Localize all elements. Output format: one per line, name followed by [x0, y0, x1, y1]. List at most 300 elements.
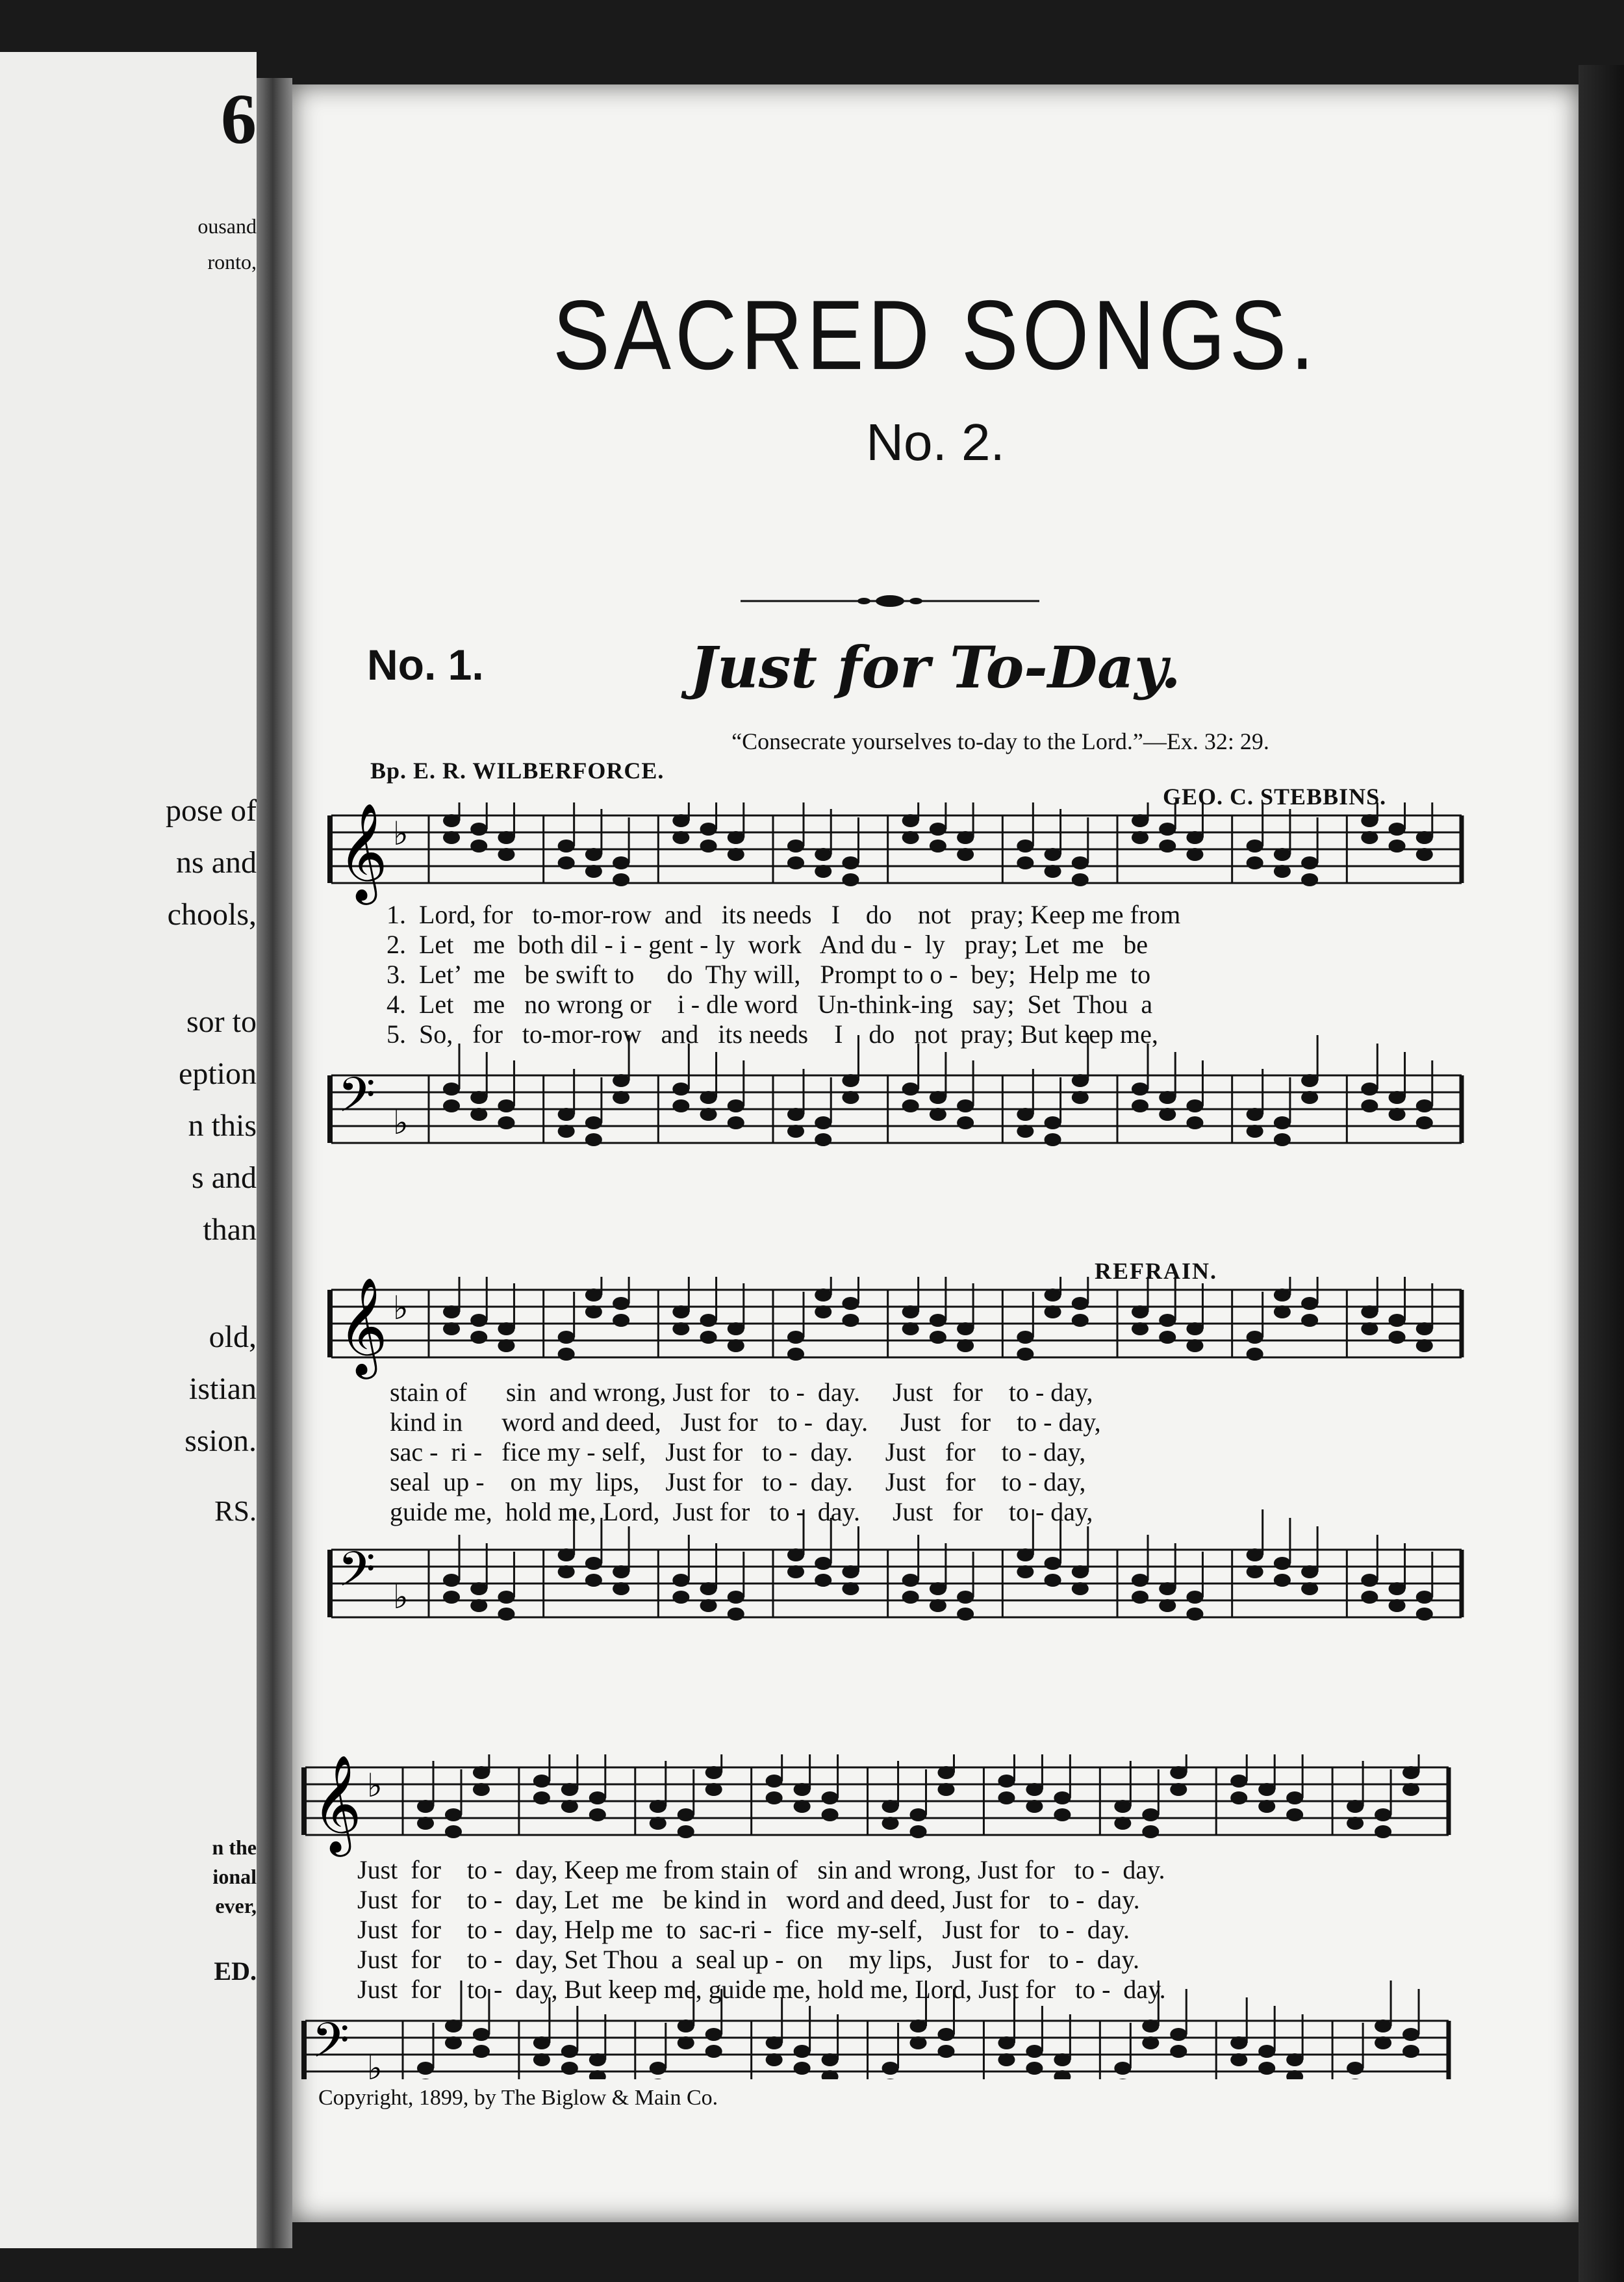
treble-clef-icon: 𝄞: [312, 1754, 362, 1853]
note-head: [1274, 865, 1291, 878]
facing-page-text: pose of: [166, 793, 257, 828]
note-head: [1159, 1091, 1176, 1104]
note-head: [561, 1783, 578, 1796]
facing-page-text: 6: [221, 79, 257, 159]
note-head: [1170, 2045, 1187, 2058]
note-head: [470, 1091, 487, 1104]
note-head: [1186, 1339, 1203, 1352]
note-head: [1159, 840, 1176, 853]
note-head: [1402, 2028, 1419, 2041]
facing-page-text: ever,: [215, 1894, 257, 1917]
note-head: [930, 1599, 946, 1612]
lyric-line: 4. Let me no wrong or i - dle word Un-think-ing say; Set Thou a: [387, 990, 1153, 1019]
note-head: [1045, 1557, 1061, 1570]
note-head: [700, 840, 717, 853]
note-head: [1402, 1783, 1419, 1796]
note-head: [1017, 1125, 1034, 1138]
scripture-epigraph: “Consecrate yourselves to-day to the Lord.”—Ex. 32: 29.: [731, 728, 1269, 754]
note-head: [470, 1599, 487, 1612]
note-head: [728, 848, 744, 861]
note-head: [700, 1314, 717, 1327]
note-head: [1159, 1582, 1176, 1595]
lyric-line: 3. Let’ me be swift to do Thy will, Prompt to o - bey; Help me to: [387, 960, 1151, 989]
note-head: [558, 856, 575, 869]
note-head: [650, 2062, 666, 2075]
note-head: [902, 814, 919, 827]
note-head: [766, 1791, 783, 1804]
note-head: [1045, 1116, 1061, 1129]
facing-page-text: ional: [212, 1865, 257, 1888]
note-head: [1274, 1557, 1291, 1570]
note-head: [1159, 1331, 1176, 1344]
note-head: [1361, 831, 1378, 844]
note-head: [998, 1791, 1015, 1804]
note-head: [705, 1783, 722, 1796]
note-head: [910, 1808, 927, 1821]
note-head: [1045, 1574, 1061, 1587]
note-head: [842, 1565, 859, 1578]
note-head: [1286, 2053, 1303, 2066]
note-head: [445, 2019, 462, 2032]
note-head: [1054, 1791, 1071, 1804]
note-head: [815, 1116, 831, 1129]
note-head: [842, 856, 859, 869]
facing-page: [0, 52, 257, 2248]
note-head: [787, 1108, 804, 1121]
note-head: [1247, 840, 1263, 853]
note-head: [1026, 1783, 1043, 1796]
note-head: [417, 1800, 434, 1813]
note-head: [498, 1339, 514, 1352]
lyric-line: Just for to - day, Let me be kind in word and deed, Just for to - day.: [357, 1885, 1140, 1914]
note-head: [1389, 1331, 1406, 1344]
note-head: [787, 1548, 804, 1561]
note-head: [1258, 1783, 1275, 1796]
note-head: [1247, 1565, 1263, 1578]
note-head: [1132, 1591, 1148, 1604]
note-head: [815, 1133, 831, 1146]
note-head: [1361, 1305, 1378, 1318]
facing-page-text: ns and: [176, 845, 257, 880]
note-head: [1301, 1314, 1318, 1327]
note-head: [1361, 1083, 1378, 1096]
note-head: [1017, 1548, 1034, 1561]
facing-page-text: ssion.: [184, 1424, 257, 1458]
note-head: [1170, 1783, 1187, 1796]
note-head: [1017, 1348, 1034, 1361]
note-head: [815, 1557, 831, 1570]
note-head: [1142, 1825, 1159, 1838]
note-head: [1186, 1116, 1203, 1129]
note-head: [957, 1116, 974, 1129]
note-head: [1072, 1582, 1089, 1595]
note-head: [1301, 1091, 1318, 1104]
note-head: [1389, 1599, 1406, 1612]
note-head: [672, 1574, 689, 1587]
note-head: [417, 1817, 434, 1830]
note-head: [613, 873, 629, 886]
note-head: [1026, 2062, 1043, 2075]
note-head: [1072, 1074, 1089, 1087]
note-head: [443, 1305, 460, 1318]
treble-clef-icon: 𝄞: [338, 1277, 388, 1375]
facing-page-text: chools,: [167, 897, 257, 932]
lyricist-credit: Bp. E. R. WILBERFORCE.: [370, 758, 665, 784]
lyric-line: 1. Lord, for to-mor-row and its needs I do not pray; Keep me from: [387, 900, 1181, 929]
note-head: [498, 1116, 514, 1129]
treble-staff: [330, 1277, 1462, 1379]
note-head: [589, 1791, 606, 1804]
facing-page-text: n the: [212, 1836, 257, 1859]
note-head: [998, 1775, 1015, 1788]
note-head: [558, 1548, 575, 1561]
note-head: [957, 831, 974, 844]
note-head: [1230, 2053, 1247, 2066]
note-head: [533, 1791, 550, 1804]
facing-page-text: RS.: [214, 1495, 257, 1527]
note-head: [998, 2036, 1015, 2049]
note-head: [815, 1305, 831, 1318]
note-head: [533, 1775, 550, 1788]
note-head: [1186, 848, 1203, 861]
note-head: [957, 1339, 974, 1352]
note-head: [1114, 1817, 1131, 1830]
note-head: [1045, 865, 1061, 878]
note-head: [937, 1783, 954, 1796]
note-head: [930, 1314, 946, 1327]
note-head: [1416, 1608, 1433, 1621]
note-head: [443, 1591, 460, 1604]
note-head: [957, 1099, 974, 1112]
note-head: [1132, 814, 1148, 827]
note-head: [815, 865, 831, 878]
flat-sign-icon: ♭: [367, 2049, 383, 2079]
note-head: [473, 1766, 490, 1779]
note-head: [1416, 1322, 1433, 1335]
note-head: [613, 1074, 629, 1087]
note-head: [930, 1331, 946, 1344]
flat-sign-icon: ♭: [393, 1578, 409, 1616]
treble-staff: [304, 1754, 1449, 1857]
lyric-line: Just for to - day, But keep me, guide me, hold me, Lord, Just for to - day.: [357, 1975, 1166, 2004]
copyright-notice: Copyright, 1899, by The Biglow & Main Co.: [318, 2086, 718, 2110]
note-head: [678, 1808, 694, 1821]
note-head: [957, 1591, 974, 1604]
note-head: [561, 2045, 578, 2058]
note-head: [842, 1582, 859, 1595]
note-head: [558, 1108, 575, 1121]
note-head: [672, 1305, 689, 1318]
note-head: [1159, 1108, 1176, 1121]
note-head: [1389, 1091, 1406, 1104]
note-head: [498, 831, 514, 844]
note-head: [1017, 1331, 1034, 1344]
note-head: [902, 1099, 919, 1112]
note-head: [794, 1800, 811, 1813]
note-head: [470, 823, 487, 836]
note-head: [585, 848, 602, 861]
note-head: [672, 1099, 689, 1112]
note-head: [1159, 1599, 1176, 1612]
lyric-line: guide me, hold me, Lord, Just for to - day. Just for to - day,: [390, 1497, 1093, 1526]
note-head: [1274, 1305, 1291, 1318]
note-head: [1258, 1800, 1275, 1813]
note-head: [1347, 1817, 1364, 1830]
note-head: [417, 2062, 434, 2075]
note-head: [470, 1108, 487, 1121]
note-head: [1375, 1825, 1391, 1838]
note-head: [585, 1305, 602, 1318]
note-head: [700, 1091, 717, 1104]
note-head: [957, 1608, 974, 1621]
bass-clef-icon: 𝄢: [338, 1067, 375, 1135]
note-head: [1301, 856, 1318, 869]
note-head: [842, 1091, 859, 1104]
note-head: [937, 1766, 954, 1779]
note-head: [700, 1599, 717, 1612]
note-head: [787, 1565, 804, 1578]
hymn-number: No. 1.: [367, 641, 484, 689]
note-head: [1072, 1091, 1089, 1104]
note-head: [585, 1574, 602, 1587]
note-head: [585, 1133, 602, 1146]
flat-sign-icon: ♭: [367, 1767, 383, 1804]
note-head: [728, 1099, 744, 1112]
note-head: [1170, 2028, 1187, 2041]
note-head: [902, 1322, 919, 1335]
note-head: [1159, 823, 1176, 836]
note-head: [787, 840, 804, 853]
note-head: [1416, 831, 1433, 844]
note-head: [561, 2062, 578, 2075]
note-head: [470, 1314, 487, 1327]
note-head: [1072, 856, 1089, 869]
flat-sign-icon: ♭: [393, 1289, 409, 1327]
note-head: [882, 2062, 899, 2075]
note-head: [1017, 1565, 1034, 1578]
note-head: [1026, 1800, 1043, 1813]
flat-sign-icon: ♭: [393, 815, 409, 853]
note-head: [1247, 1348, 1263, 1361]
note-head: [613, 856, 629, 869]
note-head: [700, 1108, 717, 1121]
note-head: [589, 1808, 606, 1821]
note-head: [1361, 1591, 1378, 1604]
facing-page-text: eption: [179, 1057, 257, 1091]
note-head: [1114, 2062, 1131, 2075]
note-head: [678, 2036, 694, 2049]
note-head: [498, 1099, 514, 1112]
note-head: [558, 1348, 575, 1361]
note-head: [1247, 1548, 1263, 1561]
note-head: [902, 1083, 919, 1096]
note-head: [1247, 856, 1263, 869]
note-head: [1274, 1116, 1291, 1129]
facing-page-text: sor to: [186, 1005, 257, 1039]
note-head: [1072, 1297, 1089, 1310]
note-head: [558, 1565, 575, 1578]
note-head: [957, 848, 974, 861]
note-head: [1286, 1808, 1303, 1821]
facing-page-text: n this: [188, 1109, 257, 1143]
note-head: [585, 1116, 602, 1129]
note-head: [1375, 2036, 1391, 2049]
note-head: [766, 1775, 783, 1788]
note-head: [787, 856, 804, 869]
note-head: [650, 1800, 666, 1813]
note-head: [498, 1608, 514, 1621]
note-head: [700, 1582, 717, 1595]
note-head: [1402, 2045, 1419, 2058]
note-head: [1286, 1791, 1303, 1804]
facing-page-text: ED.: [214, 1956, 257, 1986]
note-head: [1402, 1766, 1419, 1779]
note-head: [1274, 848, 1291, 861]
note-head: [1230, 2036, 1247, 2049]
note-head: [902, 831, 919, 844]
note-head: [1301, 1074, 1318, 1087]
facing-page-text: istian: [189, 1372, 257, 1406]
facing-page-text: ousand: [197, 214, 257, 238]
verse-lyrics-system-3: [357, 1855, 1166, 2005]
note-head: [1247, 1125, 1263, 1138]
book-gutter: [257, 78, 292, 2248]
note-head: [1389, 1108, 1406, 1121]
note-head: [930, 1108, 946, 1121]
note-head: [910, 1825, 927, 1838]
note-head: [822, 2053, 839, 2066]
note-head: [957, 1322, 974, 1335]
bass-clef-icon: 𝄢: [312, 2012, 349, 2079]
note-head: [589, 2053, 606, 2066]
hymn-page: [292, 84, 1579, 2222]
note-head: [1389, 1314, 1406, 1327]
lyric-line: 5. So, for to-mor-row and its needs I do not pray; But keep me,: [387, 1019, 1158, 1049]
note-head: [815, 848, 831, 861]
note-head: [650, 1817, 666, 1830]
note-head: [1416, 1591, 1433, 1604]
note-head: [902, 1591, 919, 1604]
facing-page-text: s and: [192, 1160, 257, 1195]
note-head: [1389, 840, 1406, 853]
note-head: [1186, 1099, 1203, 1112]
note-head: [1416, 1099, 1433, 1112]
note-head: [585, 1557, 602, 1570]
note-head: [1017, 856, 1034, 869]
note-head: [1258, 2062, 1275, 2075]
note-head: [1072, 1314, 1089, 1327]
note-head: [613, 1582, 629, 1595]
note-head: [1142, 2019, 1159, 2032]
composer-credit: GEO. C. STEBBINS.: [1163, 784, 1387, 810]
note-head: [613, 1565, 629, 1578]
note-head: [1186, 1322, 1203, 1335]
note-head: [1132, 1322, 1148, 1335]
note-head: [445, 2036, 462, 2049]
note-head: [672, 814, 689, 827]
note-head: [815, 1574, 831, 1587]
note-head: [1054, 2053, 1071, 2066]
flat-sign-icon: ♭: [393, 1104, 409, 1142]
note-head: [585, 865, 602, 878]
note-head: [1230, 1775, 1247, 1788]
note-head: [672, 1591, 689, 1604]
note-head: [1389, 823, 1406, 836]
note-head: [1072, 873, 1089, 886]
note-head: [445, 1825, 462, 1838]
note-head: [613, 1314, 629, 1327]
note-head: [1375, 1808, 1391, 1821]
note-head: [473, 1783, 490, 1796]
note-head: [672, 831, 689, 844]
note-head: [1361, 814, 1378, 827]
note-head: [1026, 2045, 1043, 2058]
note-head: [1045, 1288, 1061, 1301]
note-head: [470, 1582, 487, 1595]
note-head: [787, 1348, 804, 1361]
note-head: [1159, 1314, 1176, 1327]
note-head: [705, 2028, 722, 2041]
note-head: [613, 1297, 629, 1310]
note-head: [902, 1574, 919, 1587]
note-head: [561, 1800, 578, 1813]
hymn-title: Just for To-Day.: [690, 634, 1181, 701]
lyric-line: seal up - on my lips, Just for to - day. Just for to - day,: [390, 1467, 1086, 1496]
note-head: [1186, 1608, 1203, 1621]
note-head: [842, 1314, 859, 1327]
lyric-line: stain of sin and wrong, Just for to - day. Just for to - day,: [390, 1378, 1093, 1407]
page-subtitle: No. 2.: [866, 413, 1005, 471]
note-head: [498, 848, 514, 861]
note-head: [930, 1582, 946, 1595]
note-head: [705, 1766, 722, 1779]
note-head: [1142, 1808, 1159, 1821]
note-head: [1132, 1083, 1148, 1096]
note-head: [558, 840, 575, 853]
note-head: [1247, 1331, 1263, 1344]
note-head: [1142, 2036, 1159, 2049]
verse-lyrics-system-2: [390, 1378, 1101, 1527]
note-head: [910, 2036, 927, 2049]
note-head: [822, 1808, 839, 1821]
note-head: [1132, 831, 1148, 844]
note-head: [705, 2045, 722, 2058]
note-head: [902, 1305, 919, 1318]
note-head: [470, 1331, 487, 1344]
note-head: [445, 1808, 462, 1821]
note-head: [728, 1116, 744, 1129]
lyric-line: Just for to - day, Set Thou a seal up - on my lips, Just for to - day.: [357, 1945, 1139, 1974]
note-head: [842, 1074, 859, 1087]
note-head: [1186, 1591, 1203, 1604]
note-head: [1017, 1108, 1034, 1121]
note-head: [794, 1783, 811, 1796]
note-head: [937, 2028, 954, 2041]
note-head: [794, 2062, 811, 2075]
note-head: [815, 1288, 831, 1301]
note-head: [1045, 848, 1061, 861]
note-head: [937, 2045, 954, 2058]
note-head: [533, 2053, 550, 2066]
note-head: [1247, 1108, 1263, 1121]
note-head: [1301, 1565, 1318, 1578]
note-head: [1132, 1099, 1148, 1112]
note-head: [1361, 1322, 1378, 1335]
note-head: [443, 814, 460, 827]
note-head: [1186, 831, 1203, 844]
note-head: [930, 840, 946, 853]
note-head: [1230, 1791, 1247, 1804]
